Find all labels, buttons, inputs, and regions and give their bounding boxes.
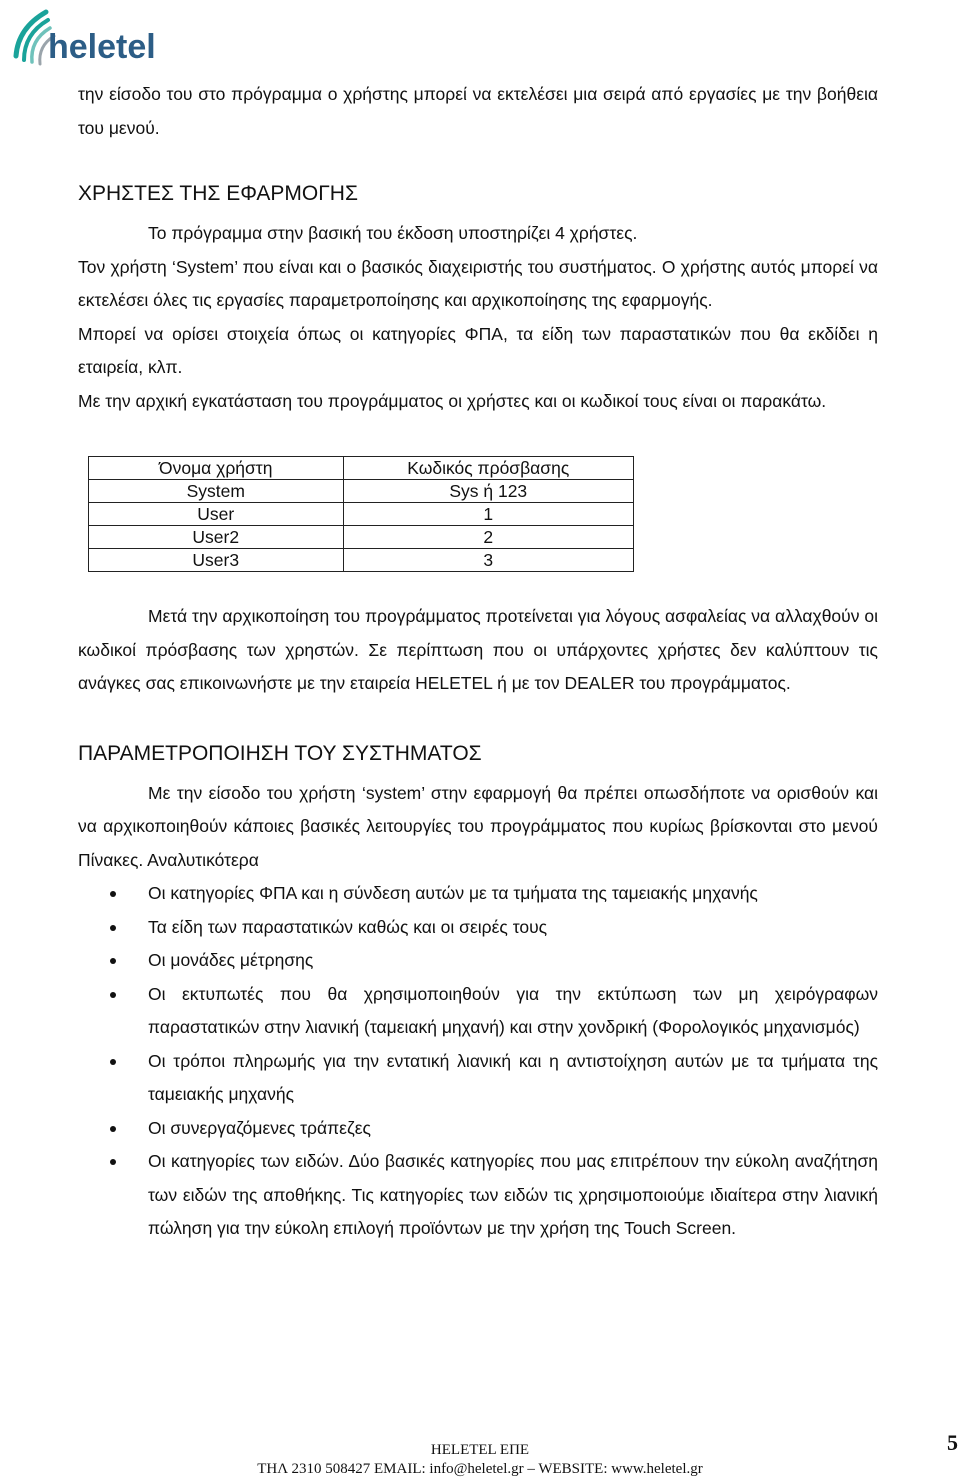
bullet-icon — [110, 992, 116, 998]
heletel-logo — [8, 4, 168, 72]
table-header-password: Κωδικός πρόσβασης — [343, 457, 634, 480]
table-row — [89, 549, 634, 572]
table-cell-password: 2 — [343, 526, 634, 549]
users-paragraph-2: Τον χρήστη ‘System’ που είναι και ο βασικός διαχειριστής του συστήματος. Ο χρήστης αυτός μπορεί να εκτελέσει όλες τις εργασίες παραμετροποίησης και αρχικοποίησης της εφαρμογής. — [78, 256, 878, 310]
bullet-icon — [110, 925, 116, 931]
table-cell-password: Sys ή 123 — [343, 480, 634, 503]
table-cell-username: User3 — [89, 549, 344, 572]
table-row — [89, 526, 634, 549]
after-table-paragraph: Μετά την αρχικοποίηση του προγράμματος προτείνεται για λόγους ασφαλείας να αλλαχθούν οι κωδικοί πρόσβασης των χρηστών. Σε περίπτωση που οι υπάρχοντες χρήστες δεν καλύπτουν τις ανάγκες σας επικοινωνήστε με την εταιρεία HELETEL ή με τον DEALER του προγράμματος. — [78, 606, 878, 693]
list-item-text: Τα είδη των παραστατικών καθώς και οι σειρές τους — [148, 916, 548, 937]
table-cell-username: System — [89, 480, 344, 503]
intro-paragraph: την είσοδο του στο πρόγραμμα ο χρήστης μπορεί να εκτελέσει μια σειρά από εργασίες με την βοήθεια του μενού. — [78, 84, 878, 138]
parameters-list — [78, 877, 878, 1246]
list-item-text: Οι τρόποι πληρωμής για την εντατική λιανική και η αντιστοίχηση αυτών με τα τμήματα της ταμειακής μηχανής — [148, 1050, 878, 1104]
logo-mark-icon — [8, 4, 168, 72]
table-cell-username: User2 — [89, 526, 344, 549]
list-item-text: Οι μονάδες μέτρησης — [148, 950, 314, 970]
list-item-text: Οι συνεργαζόμενες τράπεζες — [148, 1117, 371, 1138]
parameters-paragraph: Με την είσοδο του χρήστη ‘system’ στην εφαρμογή θα πρέπει οπωσδήποτε να ορισθούν και να αρχικοποιηθούν κάποιες βασικές λειτουργίες του προγράμματος που κυρίως βρίσκονται στο μενού Πίνακες. Αναλυτικότερα — [78, 782, 878, 870]
bullet-icon — [110, 1059, 116, 1065]
page-number: 5 — [947, 1430, 958, 1455]
list-item-text: Οι εκτυπωτές που θα χρησιμοποιηθούν για την εκτύπωση των μη χειρόγραφων παραστατικών στην λιανική (ταμειακή μηχανή) και στην χονδρική (Φορολογικός μηχανισμός) — [148, 983, 878, 1037]
users-paragraph-4: Με την αρχική εγκατάσταση του προγράμματος οι χρήστες και οι κωδικοί τους είναι οι παρακάτω. — [78, 390, 827, 411]
table-row — [89, 503, 634, 526]
users-table — [88, 456, 634, 572]
bullet-icon — [110, 958, 116, 964]
list-item — [78, 944, 878, 978]
list-item — [78, 877, 878, 911]
table-cell-password: 1 — [343, 503, 634, 526]
table-row — [89, 480, 634, 503]
users-paragraph-3: Μπορεί να ορίσει στοιχεία όπως οι κατηγορίες ΦΠΑ, τα είδη των παραστατικών που θα εκδίδει η εταιρεία, κλπ. — [78, 323, 878, 377]
footer-company: HELETEL ΕΠΕ — [430, 1442, 530, 1458]
document-body — [78, 78, 878, 1246]
table-cell-password: 3 — [343, 549, 634, 572]
bullet-icon — [110, 1126, 116, 1132]
list-item-text: Οι κατηγορίες ΦΠΑ και η σύνδεση αυτών με τα τμήματα της ταμειακής μηχανής — [148, 883, 758, 903]
list-item — [78, 1045, 878, 1112]
bullet-icon — [110, 891, 116, 897]
section-heading-parameters: ΠΑΡΑΜΕΤΡΟΠΟΙΗΣΗ ΤΟΥ ΣΥΣΤΗΜΑΤΟΣ — [78, 741, 482, 765]
table-cell-username: User — [89, 503, 344, 526]
page-footer — [0, 1441, 960, 1479]
list-item-text: Οι κατηγορίες των ειδών. Δύο βασικές κατηγορίες που μας επιτρέπουν την εύκολη αναζήτηση των ειδών της αποθήκης. Τις κατηγορίες των ειδών τις χρησιμοποιούμε ιδιαίτερα στην λιανική πώληση για την εύκολη επιλογή προϊόντων με την χρήση της Touch Screen. — [148, 1151, 878, 1238]
logo-text: heletel — [48, 28, 156, 66]
users-paragraph-1: Το πρόγραμμα στην βασική του έκδοση υποστηρίζει 4 χρήστες. — [148, 223, 638, 243]
list-item — [78, 911, 878, 945]
table-header-username: Όνομα χρήστη — [89, 457, 344, 480]
list-item — [78, 1112, 878, 1146]
footer-contact: ΤΗΛ 2310 508427 EMAIL: info@heletel.gr – WEBSITE: www.heletel.gr — [257, 1461, 703, 1477]
list-item — [78, 978, 878, 1045]
list-item — [78, 1145, 878, 1246]
table-header-row — [89, 457, 634, 480]
section-heading-users: ΧΡΗΣΤΕΣ ΤΗΣ ΕΦΑΡΜΟΓΗΣ — [78, 182, 358, 205]
bullet-icon — [110, 1159, 116, 1165]
